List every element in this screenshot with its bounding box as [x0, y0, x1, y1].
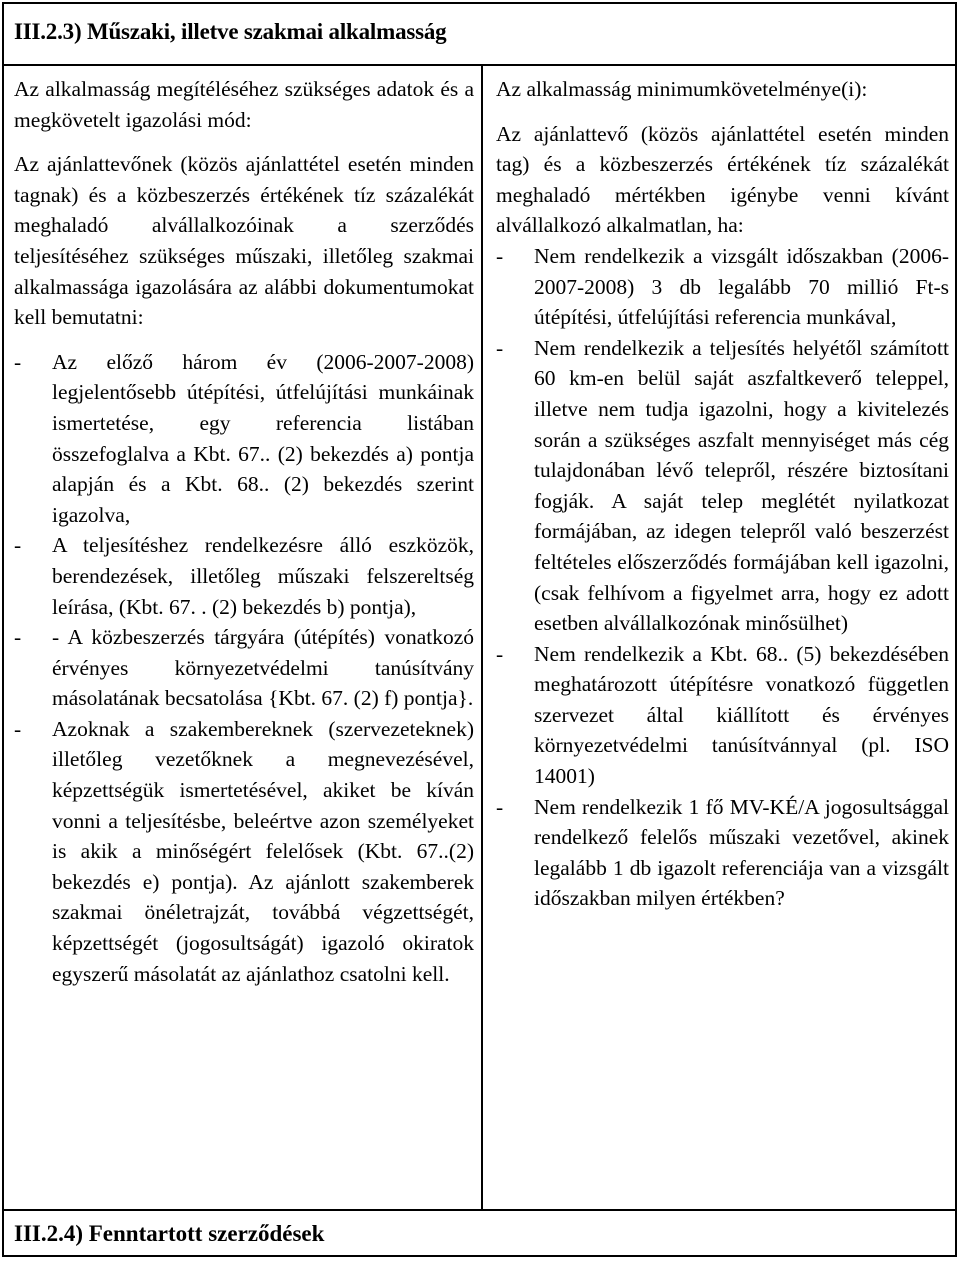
column-divider	[481, 64, 483, 1209]
right-list-item	[496, 792, 949, 914]
list-item-text: Nem rendelkezik 1 fő MV-KÉ/A jogosultsággal rendelkező felelős műszaki vezetővel, akinek legalább 1 db igazolt referenciája van a vizsgált időszakban milyen értékben?	[534, 794, 949, 911]
right-list-item	[496, 333, 949, 639]
next-section-title: III.2.4) Fenntartott szerződések	[14, 1221, 325, 1246]
section-header	[4, 4, 955, 66]
list-item-text: Nem rendelkezik a vizsgált időszakban (2006-2007-2008) 3 db legalább 70 millió Ft-s útépítési, útfelújítási referencia munkával,	[534, 243, 949, 330]
section-divider	[4, 1209, 955, 1211]
list-item-text: A teljesítéshez rendelkezésre álló eszközök, berendezések, illetőleg műszaki felszereltség leírása, (Kbt. 67. . (2) bekezdés b) pontja),	[52, 533, 474, 619]
right-heading: Az alkalmasság minimumkövetelménye(i):	[496, 77, 868, 101]
left-list-item	[14, 347, 474, 531]
right-intro: Az ajánlattevő (közös ajánlattétel esetén minden tag) és a közbeszerzés értékének tíz százalékát meghaladó mértékben igénybe venni kívánt alvállalkozó alkalmatlan, ha:	[496, 121, 949, 238]
list-dash: -	[496, 641, 504, 666]
list-dash: -	[496, 335, 504, 360]
list-dash: -	[496, 243, 504, 268]
right-column	[496, 74, 949, 914]
right-list-item	[496, 241, 949, 333]
left-list-item	[14, 622, 474, 714]
left-list-item	[14, 714, 474, 989]
left-list-item	[14, 530, 474, 622]
section-table	[2, 2, 957, 1257]
left-heading: Az alkalmasság megítéléséhez szükséges adatok és a megkövetelt igazolási mód:	[14, 77, 474, 132]
list-dash: -	[14, 349, 22, 374]
list-dash: -	[14, 716, 22, 741]
list-dash: -	[14, 533, 22, 558]
list-item-text: Nem rendelkezik a Kbt. 68.. (5) bekezdésében meghatározott útépítésre vonatkozó független szervezet által kiállított és érvényes környezetvédelmi tanúsítvánnyal (pl. ISO 14001)	[534, 641, 949, 789]
list-dash: -	[496, 794, 504, 819]
section-title: III.2.3) Műszaki, illetve szakmai alkalmasság	[14, 19, 447, 44]
list-item-text: Nem rendelkezik a teljesítés helyétől számított 60 km-en belül saját aszfaltkeverő teleppel, illetve nem tudja igazolni, hogy a kivitelezés során a szükséges aszfalt mennyiséget más cég tulajdonában lévő telepről, részére biztosítani fogják. A saját telep meglétét nyilatkozat formájában, az idegen telepről való beszerzést feltételes előszerződés formájában kell igazolni, (csak felhívom a figyelmet arra, hogy ez adott esetben alvállalkozónak minősülhet)	[534, 335, 949, 636]
right-list-item	[496, 639, 949, 792]
list-item-text: - A közbeszerzés tárgyára (útépítés) vonatkozó érvényes környezetvédelmi tanúsítvány másolatának becsatolása {Kbt. 67. (2) f) pontja}.	[52, 625, 474, 711]
left-column	[14, 74, 474, 989]
list-dash: -	[14, 625, 22, 650]
left-intro: Az ajánlattevőnek (közös ajánlattétel esetén minden tagnak) és a közbeszerzés értékének tíz százalékát meghaladó alvállalkozóinak a szerződés teljesítéséhez szükséges műszaki, illetőleg szakmai alkalmassága igazolására az alábbi dokumentumokat kell bemutatni:	[14, 152, 474, 330]
list-item-text: Azoknak a szakembereknek (szervezeteknek) illetőleg vezetőknek a megnevezésével, képzettségük ismertetésével, akiket be kíván vonni a teljesítésbe, beleértve azon személyeket is akik a minőségért felelősek (Kbt. 67..(2) bekezdés e) pontja). Az ajánlott szakemberek szakmai önéletrajzát, továbbá végzettségét, képzettségét (jogosultságát) igazoló okiratok egyszerű másolatát az ajánlathoz csatolni kell.	[52, 716, 474, 986]
list-item-text: Az előző három év (2006-2007-2008) legjelentősebb útépítési, útfelújítási munkáinak ismertetése, egy referencia listában összefoglalva a Kbt. 67.. (2) bekezdés a) pontja alapján és a Kbt. 68.. (2) bekezdés szerint igazolva,	[52, 349, 474, 527]
